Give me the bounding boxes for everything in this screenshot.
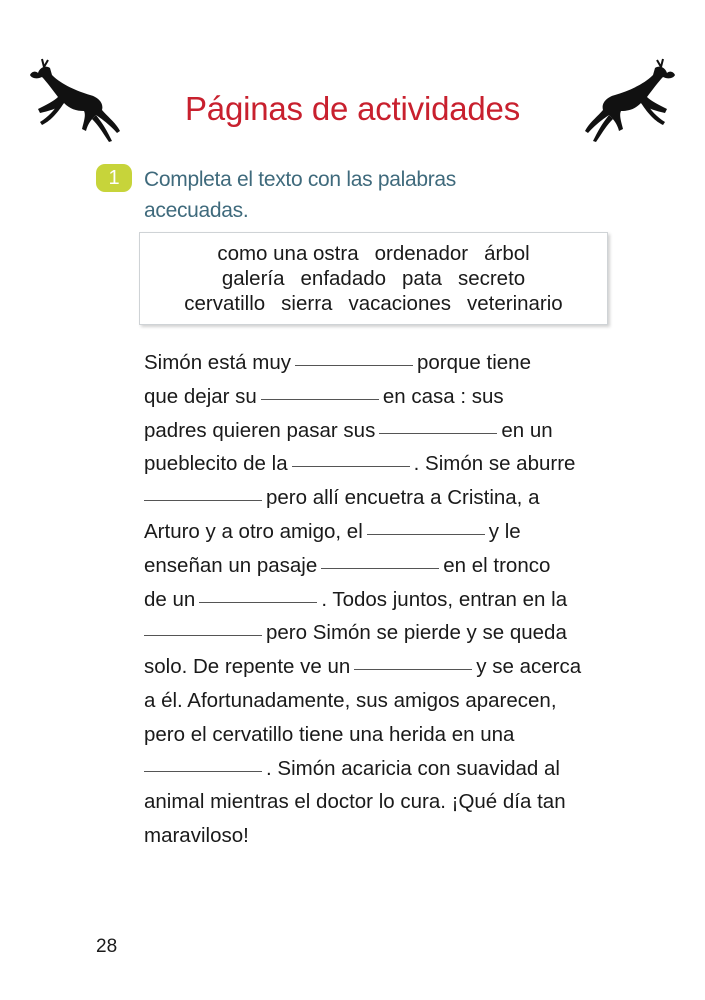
text-segment: pero el cervatillo tiene una herida en una: [144, 722, 515, 746]
text-segment: pueblecito de la: [144, 452, 288, 476]
word-bank-word: sierra: [281, 292, 333, 315]
text-line: [144, 650, 614, 684]
text-segment: pero Simón se pierde y se queda: [266, 621, 567, 645]
exercise-instruction: [144, 164, 504, 226]
text-segment: Simón está muy: [144, 351, 291, 374]
text-segment: maraviloso!: [144, 824, 249, 848]
text-line: [144, 752, 614, 786]
text-line: [144, 481, 614, 515]
text-line: [144, 819, 614, 853]
text-segment: animal mientras el doctor lo cura. ¡Qué día tan: [144, 790, 566, 814]
text-line: [144, 447, 614, 481]
answer-blank[interactable]: [367, 533, 485, 535]
text-segment: y le: [488, 519, 521, 543]
text-segment: . Todos juntos, entran en la: [321, 587, 568, 611]
answer-blank[interactable]: [199, 601, 317, 603]
text-segment: a él. Afortunadamente, sus amigos aparecen,: [144, 688, 557, 712]
word-bank-word: galería: [221, 267, 285, 290]
word-bank-word: como una ostra: [217, 242, 359, 265]
text-line: [144, 380, 614, 414]
text-line: [144, 583, 614, 617]
page-title: Páginas de actividades: [185, 90, 520, 127]
text-line: [144, 785, 614, 819]
text-line: [144, 718, 614, 752]
text-segment: pero allí encuetra a Cristina, a: [266, 486, 540, 510]
word-bank-row: [140, 291, 607, 316]
text-segment: que dejar su: [144, 384, 257, 408]
answer-blank[interactable]: [321, 567, 439, 569]
word-bank-word: veterinario: [467, 292, 563, 315]
word-bank-word: secreto: [457, 267, 526, 290]
text-line: [144, 346, 614, 380]
word-bank-word: árbol: [484, 242, 530, 265]
text-segment: de un: [144, 587, 196, 611]
text-line: [144, 515, 614, 549]
word-bank-row: [140, 266, 607, 291]
text-segment: . Simón se aburre: [413, 452, 576, 476]
answer-blank[interactable]: [292, 465, 410, 467]
text-segment: en el tronco: [443, 553, 551, 577]
word-bank: [139, 232, 608, 325]
answer-blank[interactable]: [295, 364, 413, 366]
text-segment: enseñan un pasaje: [144, 553, 318, 577]
text-line: [144, 414, 614, 448]
word-bank-word: enfadado: [300, 267, 387, 290]
word-bank-row: [140, 241, 607, 266]
text-segment: porque tiene: [416, 351, 531, 374]
text-segment: . Simón acaricia con suavidad al: [266, 756, 560, 780]
answer-blank[interactable]: [144, 499, 262, 501]
instruction-line: Completa el texto con las palabras: [144, 168, 456, 191]
text-line: [144, 549, 614, 583]
text-segment: en un: [501, 418, 553, 442]
word-bank-word: cervatillo: [184, 292, 266, 315]
answer-blank[interactable]: [144, 634, 262, 636]
text-segment: en casa : sus: [382, 384, 504, 408]
word-bank-word: ordenador: [374, 242, 469, 265]
answer-blank[interactable]: [379, 432, 497, 434]
fill-in-text: [144, 346, 614, 853]
answer-blank[interactable]: [354, 668, 472, 670]
answer-blank[interactable]: [144, 770, 262, 772]
word-bank-word: pata: [402, 267, 442, 290]
text-segment: solo. De repente ve un: [144, 655, 351, 679]
instruction-line: acecuadas.: [144, 199, 249, 222]
text-line: [144, 616, 614, 650]
text-segment: padres quieren pasar sus: [144, 418, 376, 442]
exercise-number-badge: 1: [96, 164, 132, 192]
text-line: [144, 684, 614, 718]
answer-blank[interactable]: [261, 398, 379, 400]
text-segment: y se acerca: [476, 655, 582, 679]
text-segment: Arturo y a otro amigo, el: [144, 519, 363, 543]
page-number: 28: [96, 936, 118, 957]
word-bank-word: vacaciones: [348, 292, 451, 315]
